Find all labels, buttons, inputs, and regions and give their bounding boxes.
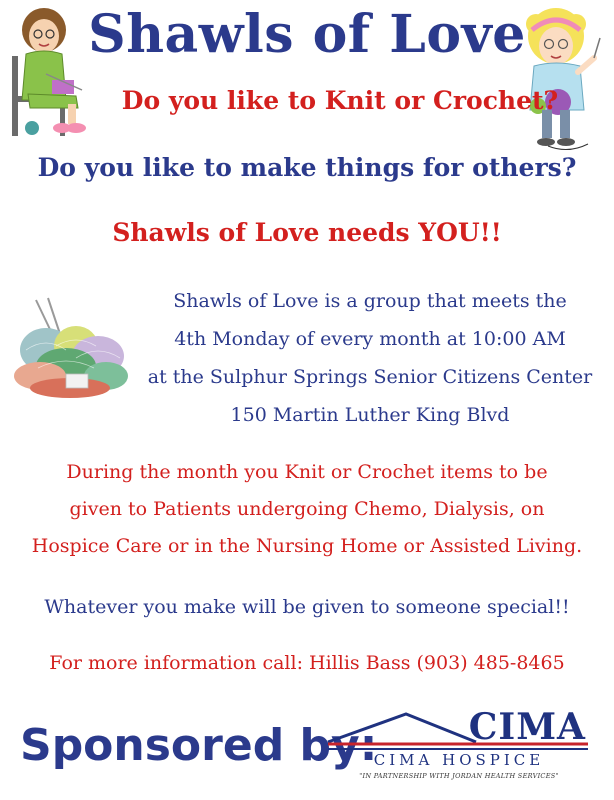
meeting-line: 4th Monday of every month at 10:00 AM	[174, 328, 566, 350]
meeting-line: at the Sulphur Springs Senior Citizens Center	[147, 366, 593, 388]
contact-info: For more information call: Hillis Bass (903) 485-8465	[49, 652, 565, 674]
donation-line: During the month you Knit or Crochet items to be	[66, 461, 548, 483]
donation-line: given to Patients undergoing Chemo, Dialysis, on	[69, 498, 545, 520]
logo-wordmark: CIMA	[468, 706, 586, 748]
knitting-woman-right-icon	[508, 6, 608, 156]
yarn-basket-icon	[6, 296, 132, 400]
meeting-line: Shawls of Love is a group that meets the	[173, 290, 567, 312]
sponsored-by-label: Sponsored by:	[20, 720, 378, 771]
meeting-line: 150 Martin Luther King Blvd	[230, 404, 510, 426]
logo-tagline: "IN PARTNERSHIP WITH JORDAN HEALTH SERVICES"	[359, 772, 559, 780]
cima-hospice-logo	[326, 706, 592, 790]
knitting-woman-left-icon	[6, 4, 90, 140]
special-note: Whatever you make will be given to someone special!!	[44, 596, 570, 618]
meeting-info	[130, 282, 610, 434]
donation-info	[0, 454, 614, 565]
needs-you-heading: Shawls of Love needs YOU!!	[112, 218, 502, 247]
flyer-title: Shawls of Love	[88, 4, 526, 65]
logo-name: CIMA HOSPICE	[373, 751, 545, 769]
donation-line: Hospice Care or in the Nursing Home or Assisted Living.	[31, 535, 583, 557]
make-question: Do you like to make things for others?	[37, 153, 577, 182]
knit-question: Do you like to Knit or Crochet?	[121, 86, 559, 115]
